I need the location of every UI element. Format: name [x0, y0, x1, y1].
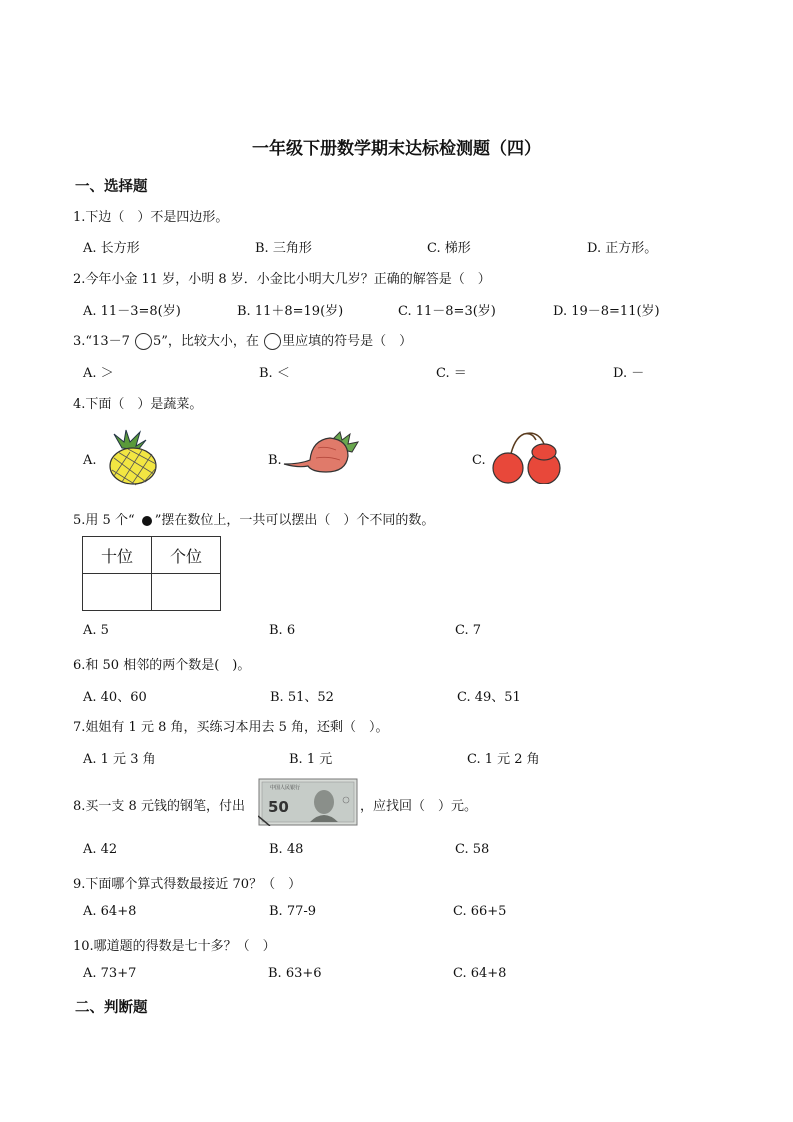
q6-option-a[interactable]: A. 40、60 [83, 690, 147, 705]
q10-option-a[interactable]: A. 73+7 [83, 966, 137, 981]
q3-option-c[interactable]: C. ＝ [436, 366, 467, 381]
q10-option-c[interactable]: C. 64+8 [453, 966, 507, 981]
tens-header: 十位 [83, 537, 152, 574]
ones-header: 个位 [152, 537, 221, 574]
section-heading-choice: 一、选择题 [75, 178, 148, 195]
q1-option-a[interactable]: A. 长方形 [83, 241, 140, 256]
q2-option-a[interactable]: A. 11－3=8(岁) [83, 304, 181, 319]
q3-option-d[interactable]: D. － [613, 366, 645, 381]
q3-option-a[interactable]: A. ＞ [83, 366, 114, 381]
q3-option-b[interactable]: B. ＜ [259, 366, 290, 381]
page-title: 一年级下册数学期末达标检测题（四） [252, 139, 541, 159]
q4-option-c[interactable]: C. [472, 453, 486, 468]
q5-text-part2: ”摆在数位上，一共可以摆出（ ）个不同的数。 [154, 513, 435, 528]
q6-option-b[interactable]: B. 51、52 [270, 690, 334, 705]
q9-option-c[interactable]: C. 66+5 [453, 904, 507, 919]
q1-option-b[interactable]: B. 三角形 [255, 241, 312, 256]
q3-text-part1: 3.“13－7 [73, 334, 134, 349]
section-heading-judgment: 二、判断题 [75, 999, 148, 1016]
banknote-50-yuan-icon [258, 778, 358, 826]
q8-option-c[interactable]: C. 58 [455, 842, 490, 857]
q5-option-b[interactable]: B. 6 [269, 623, 296, 638]
cherries-icon [488, 430, 564, 484]
q3-text-part3: 里应填的符号是（ ） [282, 334, 413, 349]
q7-option-c[interactable]: C. 1 元 2 角 [467, 752, 540, 767]
question-6: 6.和 50 相邻的两个数是( )。 [73, 658, 251, 673]
banknote-value: 50 [268, 798, 289, 816]
q6-option-c[interactable]: C. 49、51 [457, 690, 521, 705]
q2-option-c[interactable]: C. 11－8=3(岁) [398, 304, 496, 319]
q8-option-b[interactable]: B. 48 [269, 842, 304, 857]
q5-option-c[interactable]: C. 7 [455, 623, 482, 638]
blank-circle-icon [135, 333, 152, 350]
question-10: 10.哪道题的得数是七十多？（ ） [73, 939, 276, 954]
question-8-text-part2: ，应找回（ ）元。 [360, 799, 478, 814]
question-2: 2.今年小金 11 岁，小明 8 岁．小金比小明大几岁？正确的解答是（ ） [73, 272, 491, 287]
q9-option-a[interactable]: A. 64+8 [83, 904, 137, 919]
radish-icon [282, 430, 362, 476]
q7-option-a[interactable]: A. 1 元 3 角 [83, 752, 156, 767]
q9-option-b[interactable]: B. 77-9 [269, 904, 317, 919]
question-1: 1.下边（ ）不是四边形。 [73, 210, 229, 225]
q4-option-b[interactable]: B. [268, 453, 282, 468]
q1-option-c[interactable]: C. 梯形 [427, 241, 471, 256]
q2-option-b[interactable]: B. 11＋8=19(岁) [237, 304, 344, 319]
question-8-text-part1: 8.买一支 8 元钱的钢笔，付出 [73, 799, 245, 814]
question-4: 4.下面（ ）是蔬菜。 [73, 397, 203, 412]
q4-option-a[interactable]: A. [83, 453, 97, 468]
q5-text-part1: 5.用 5 个“ [73, 513, 139, 528]
tens-cell [83, 574, 152, 611]
place-value-table [82, 536, 221, 611]
ones-cell [152, 574, 221, 611]
bead-icon [142, 516, 152, 526]
blank-circle-icon [264, 333, 281, 350]
q1-option-d[interactable]: D. 正方形。 [587, 241, 658, 256]
question-3 [73, 330, 412, 350]
question-5 [73, 509, 434, 528]
q8-option-a[interactable]: A. 42 [83, 842, 118, 857]
question-9: 9.下面哪个算式得数最接近 70？（ ） [73, 877, 302, 892]
question-7: 7.姐姐有 1 元 8 角，买练习本用去 5 角，还剩（ ）。 [73, 720, 389, 735]
q10-option-b[interactable]: B. 63+6 [268, 966, 322, 981]
q7-option-b[interactable]: B. 1 元 [289, 752, 333, 767]
banknote-header: 中国人民银行 [270, 785, 301, 791]
pineapple-icon [100, 428, 162, 486]
q2-option-d[interactable]: D. 19－8=11(岁) [553, 304, 660, 319]
q5-option-a[interactable]: A. 5 [83, 623, 109, 638]
q3-text-part2: 5”，比较大小，在 [153, 334, 264, 349]
